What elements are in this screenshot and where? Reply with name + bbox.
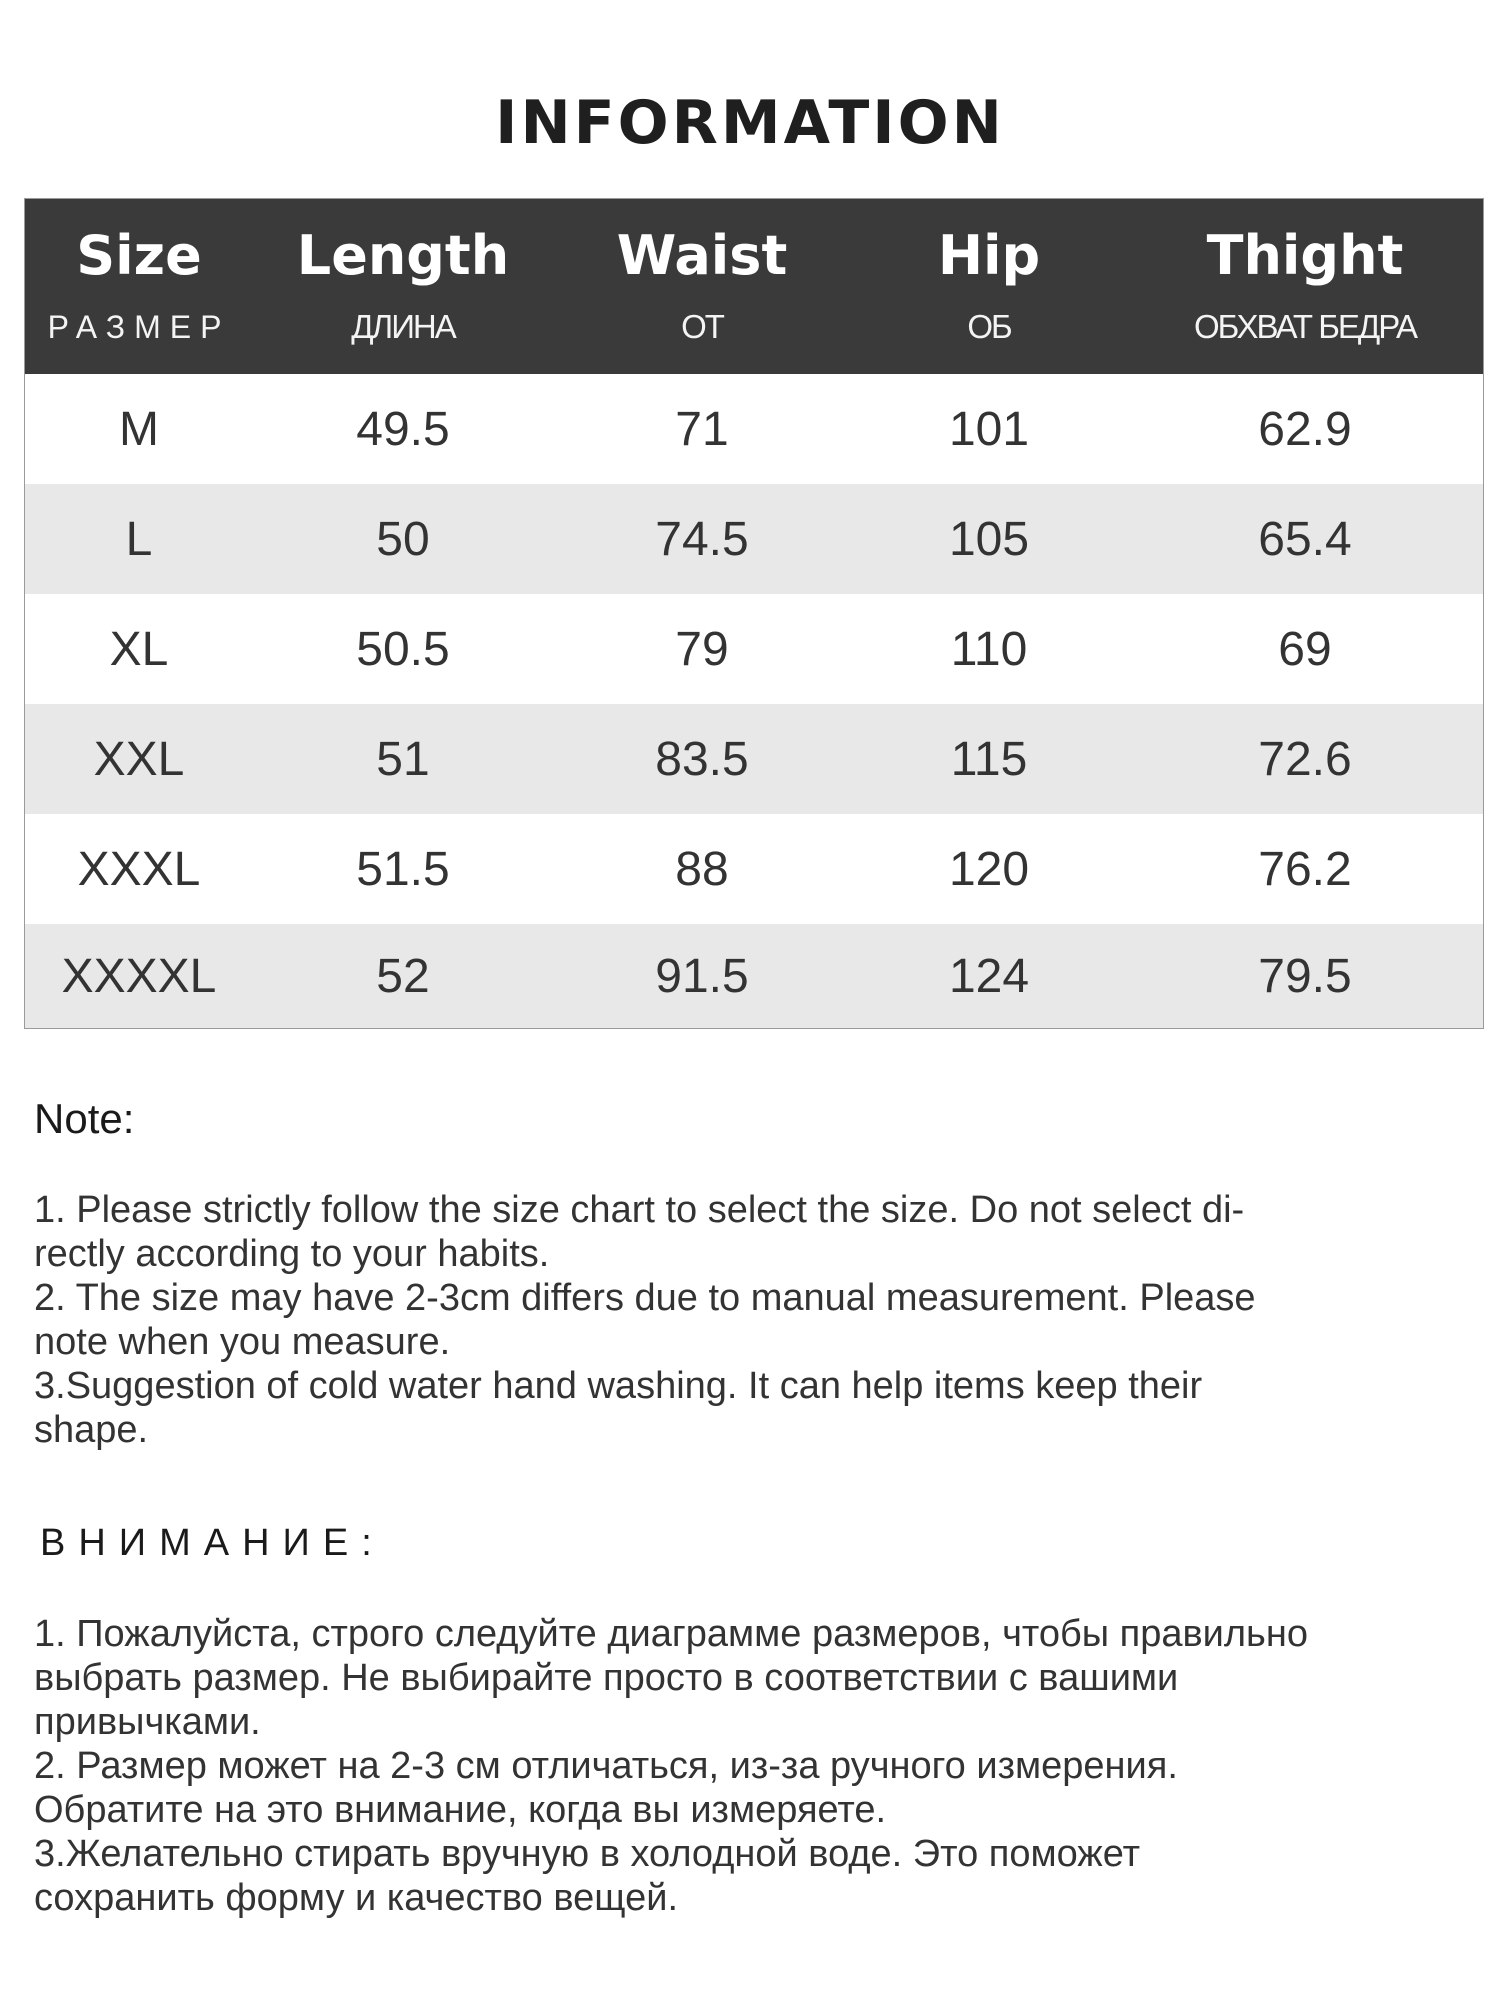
table-row [25, 704, 1483, 814]
cell-length: 50 [376, 512, 430, 566]
cell-hip: 105 [948, 512, 1030, 566]
note-list [34, 1188, 1474, 1452]
table-row [25, 814, 1483, 924]
cell-size: L [125, 512, 153, 566]
cell-waist: 88 [675, 842, 729, 896]
cell-hip: 110 [950, 622, 1028, 676]
column-header-size [25, 199, 253, 374]
note-item: 3.Suggestion of cold water hand washing. It can help items keep their shape. [34, 1365, 1203, 1451]
column-header-ru: ОБХВАТ БЕДРА [1193, 308, 1417, 345]
cell-thigh: 79.5 [1258, 949, 1352, 1003]
table-row [25, 484, 1483, 594]
column-header-ru: ОТ [681, 308, 723, 345]
column-header-ru: РАЗМЕР [47, 309, 231, 345]
column-header-en: Size [76, 224, 202, 287]
attention-item: 2. Размер может на 2-3 см отличаться, из-за ручного измерения. Обратите на это внимание, когда вы измеряете. [34, 1745, 1178, 1831]
cell-length: 51.5 [356, 842, 450, 896]
attention-list [34, 1612, 1474, 1920]
cell-waist: 91.5 [655, 949, 749, 1003]
column-header-en: Hip [937, 224, 1041, 287]
cell-hip: 124 [948, 949, 1030, 1003]
cell-thigh: 72.6 [1258, 732, 1352, 786]
column-header-ru: ДЛИНА [351, 308, 455, 345]
column-header-en: Thight [1206, 224, 1404, 287]
note-heading: Note: [34, 1095, 135, 1142]
cell-thigh: 65.4 [1258, 512, 1352, 566]
cell-size: XXL [93, 732, 185, 786]
column-header-en: Waist [616, 224, 788, 287]
cell-hip: 115 [950, 732, 1028, 786]
column-header-thigh [1127, 199, 1483, 374]
cell-thigh: 62.9 [1258, 402, 1352, 456]
table-row [25, 374, 1483, 484]
cell-waist: 74.5 [655, 512, 749, 566]
cell-size: XXXL [77, 842, 201, 896]
table-row [25, 924, 1483, 1028]
cell-waist: 71 [675, 402, 729, 456]
size-chart-table [24, 198, 1484, 1029]
cell-length: 50.5 [356, 622, 450, 676]
cell-size: XL [109, 622, 169, 676]
attention-item: 3.Желательно стирать вручную в холодной воде. Это поможет сохранить форму и качество вещей. [34, 1833, 1141, 1919]
cell-length: 49.5 [356, 402, 450, 456]
cell-size: M [119, 402, 159, 456]
cell-hip: 101 [948, 402, 1030, 456]
cell-length: 52 [376, 949, 430, 1003]
cell-thigh: 69 [1278, 622, 1332, 676]
attention-heading: ВНИМАНИЕ: [40, 1522, 385, 1564]
attention-item: 1. Пожалуйста, строго следуйте диаграмме размеров, чтобы правильно выбрать размер. Не выбирайте просто в соответствии с вашими привычками. [34, 1613, 1308, 1743]
cell-waist: 83.5 [655, 732, 749, 786]
cell-waist: 79 [675, 622, 729, 676]
cell-size: XXXXL [61, 949, 217, 1003]
table-header [25, 199, 1483, 374]
note-item: 1. Please strictly follow the size chart to select the size. Do not select di- rectly according to your habits. [34, 1189, 1245, 1275]
table-row [25, 594, 1483, 704]
cell-length: 51 [376, 732, 430, 786]
column-header-hip [851, 199, 1127, 374]
cell-hip: 120 [948, 842, 1030, 896]
column-header-en: Length [296, 224, 510, 287]
page-title: INFORMATION [495, 88, 1005, 158]
cell-thigh: 76.2 [1258, 842, 1352, 896]
column-header-ru: ОБ [967, 308, 1011, 345]
note-item: 2. The size may have 2-3cm differs due to manual measurement. Please note when you measure. [34, 1277, 1256, 1363]
column-header-waist [553, 199, 851, 374]
column-header-length [253, 199, 553, 374]
